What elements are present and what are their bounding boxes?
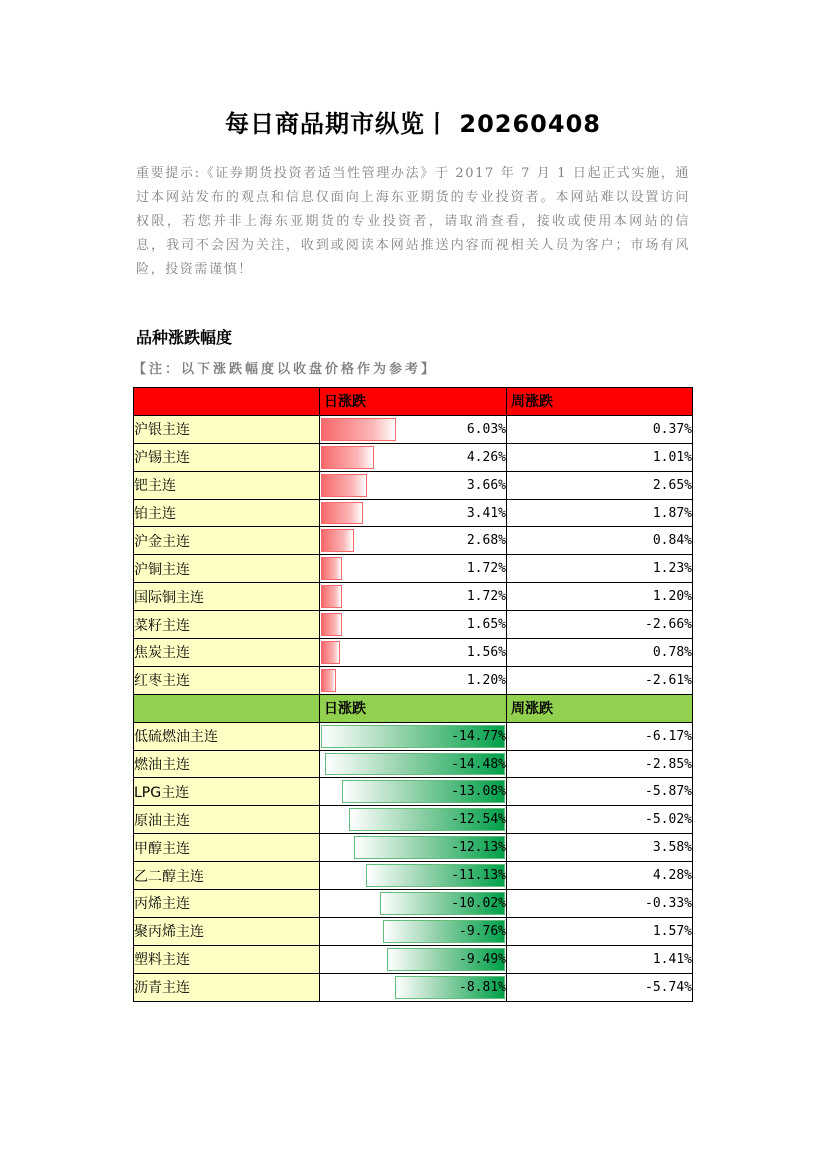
commodity-name: 国际铜主连 bbox=[134, 583, 320, 611]
table-row bbox=[134, 666, 693, 694]
daily-change-cell bbox=[320, 555, 507, 583]
weekly-change-value: 1.01% bbox=[507, 443, 693, 471]
daily-change-cell bbox=[320, 834, 507, 862]
daily-change-value: 1.65% bbox=[466, 617, 506, 633]
disclaimer-notice: 重要提示:《证券期货投资者适当性管理办法》于 2017 年 7 月 1 日起正式实施，通过本网站发布的观点和信息仅面向上海东亚期货的专业投资者。本网站难以设置访问权限，若您并非上海东亚期货的专业投资者，请取消查看，接收或使用本网站的信息，我司不会因为关注，收到或阅读本网站推送内容而视相关人员为客户；市场有风险，投资需谨慎！ bbox=[136, 166, 690, 277]
commodity-name: 聚丙烯主连 bbox=[134, 917, 320, 945]
daily-change-cell bbox=[320, 945, 507, 973]
table-row bbox=[134, 555, 693, 583]
gainers-header-row bbox=[134, 388, 693, 416]
commodity-name: 丙烯主连 bbox=[134, 890, 320, 918]
header-blank bbox=[134, 388, 320, 416]
daily-change-cell bbox=[320, 778, 507, 806]
commodity-name: 乙二醇主连 bbox=[134, 862, 320, 890]
table-row bbox=[134, 527, 693, 555]
daily-change-value: -14.77% bbox=[451, 728, 506, 744]
daily-change-bar bbox=[321, 669, 336, 692]
losers-header-row bbox=[134, 694, 693, 722]
header-weekly-label: 周涨跌 bbox=[511, 394, 553, 411]
daily-change-bar bbox=[321, 446, 374, 469]
daily-change-cell bbox=[320, 471, 507, 499]
commodity-name: 沪金主连 bbox=[134, 527, 320, 555]
daily-change-value: -13.08% bbox=[451, 784, 506, 800]
commodity-name: 原油主连 bbox=[134, 806, 320, 834]
header-daily bbox=[320, 694, 507, 722]
daily-change-value: 1.56% bbox=[466, 644, 506, 660]
weekly-change-value: -2.85% bbox=[507, 750, 693, 778]
daily-change-cell bbox=[320, 722, 507, 750]
daily-change-value: 3.41% bbox=[466, 505, 506, 521]
weekly-change-value: 1.23% bbox=[507, 555, 693, 583]
daily-change-cell bbox=[320, 917, 507, 945]
commodity-name: 沪铜主连 bbox=[134, 555, 320, 583]
daily-change-cell bbox=[320, 639, 507, 667]
commodity-name: 塑料主连 bbox=[134, 945, 320, 973]
weekly-change-value: -5.02% bbox=[507, 806, 693, 834]
table-note: 【注：以下涨跌幅度以收盘价格作为参考】 bbox=[133, 362, 438, 377]
section-title: 品种涨跌幅度 bbox=[136, 328, 233, 347]
header-blank bbox=[134, 694, 320, 722]
table-row bbox=[134, 750, 693, 778]
weekly-change-value: 1.57% bbox=[507, 917, 693, 945]
daily-change-bar bbox=[321, 557, 342, 580]
daily-change-cell bbox=[320, 443, 507, 471]
commodity-name: 焦炭主连 bbox=[134, 639, 320, 667]
daily-change-cell bbox=[320, 666, 507, 694]
table-row bbox=[134, 778, 693, 806]
weekly-change-value: 0.84% bbox=[507, 527, 693, 555]
header-daily-label: 日涨跌 bbox=[324, 701, 366, 718]
table-row bbox=[134, 806, 693, 834]
daily-change-value: -9.76% bbox=[459, 923, 506, 939]
table-row bbox=[134, 639, 693, 667]
daily-change-bar bbox=[321, 585, 342, 608]
header-weekly bbox=[507, 388, 693, 416]
table-row bbox=[134, 973, 693, 1001]
daily-change-value: 1.20% bbox=[466, 672, 506, 688]
table-row bbox=[134, 471, 693, 499]
table-row bbox=[134, 890, 693, 918]
daily-change-cell bbox=[320, 890, 507, 918]
price-change-table-body bbox=[134, 388, 693, 1002]
header-daily-label: 日涨跌 bbox=[324, 394, 366, 411]
table-row bbox=[134, 862, 693, 890]
commodity-name: 沥青主连 bbox=[134, 973, 320, 1001]
daily-change-bar bbox=[321, 474, 367, 497]
daily-change-value: 3.66% bbox=[466, 477, 506, 493]
table-row bbox=[134, 583, 693, 611]
table-row bbox=[134, 499, 693, 527]
table-row bbox=[134, 917, 693, 945]
commodity-name: 燃油主连 bbox=[134, 750, 320, 778]
header-weekly bbox=[507, 694, 693, 722]
daily-change-value: -14.48% bbox=[451, 756, 506, 772]
table-row bbox=[134, 945, 693, 973]
daily-change-cell bbox=[320, 583, 507, 611]
daily-change-value: 6.03% bbox=[466, 421, 506, 437]
daily-change-value: -12.54% bbox=[451, 812, 506, 828]
commodity-name: 铂主连 bbox=[134, 499, 320, 527]
daily-change-value: -10.02% bbox=[451, 895, 506, 911]
header-weekly-label: 周涨跌 bbox=[511, 701, 553, 718]
table-row bbox=[134, 722, 693, 750]
weekly-change-value: -5.87% bbox=[507, 778, 693, 806]
weekly-change-value: -0.33% bbox=[507, 890, 693, 918]
daily-change-value: -11.13% bbox=[451, 868, 506, 884]
daily-change-bar bbox=[321, 613, 342, 636]
table-row bbox=[134, 415, 693, 443]
daily-change-value: 1.72% bbox=[466, 561, 506, 577]
weekly-change-value: -6.17% bbox=[507, 722, 693, 750]
daily-change-cell bbox=[320, 973, 507, 1001]
daily-change-cell bbox=[320, 415, 507, 443]
daily-change-value: 1.72% bbox=[466, 589, 506, 605]
daily-change-value: 2.68% bbox=[466, 533, 506, 549]
weekly-change-value: -2.61% bbox=[507, 666, 693, 694]
daily-change-value: -12.13% bbox=[451, 840, 506, 856]
daily-change-cell bbox=[320, 750, 507, 778]
commodity-name: 沪银主连 bbox=[134, 415, 320, 443]
table-row bbox=[134, 611, 693, 639]
weekly-change-value: 3.58% bbox=[507, 834, 693, 862]
daily-change-value: 4.26% bbox=[466, 449, 506, 465]
commodity-name: 甲醇主连 bbox=[134, 834, 320, 862]
weekly-change-value: -5.74% bbox=[507, 973, 693, 1001]
commodity-name: 菜籽主连 bbox=[134, 611, 320, 639]
daily-change-value: -9.49% bbox=[459, 951, 506, 967]
daily-change-bar bbox=[321, 529, 354, 552]
daily-change-value: -8.81% bbox=[459, 979, 506, 995]
price-change-table bbox=[133, 387, 693, 1002]
commodity-name: 低硫燃油主连 bbox=[134, 722, 320, 750]
commodity-name: 沪锡主连 bbox=[134, 443, 320, 471]
daily-change-cell bbox=[320, 499, 507, 527]
weekly-change-value: 1.87% bbox=[507, 499, 693, 527]
weekly-change-value: 0.37% bbox=[507, 415, 693, 443]
weekly-change-value: -2.66% bbox=[507, 611, 693, 639]
weekly-change-value: 1.41% bbox=[507, 945, 693, 973]
commodity-name: LPG主连 bbox=[134, 778, 320, 806]
daily-change-cell bbox=[320, 806, 507, 834]
header-daily bbox=[320, 388, 507, 416]
commodity-name: 钯主连 bbox=[134, 471, 320, 499]
table-row bbox=[134, 443, 693, 471]
daily-change-cell bbox=[320, 611, 507, 639]
weekly-change-value: 0.78% bbox=[507, 639, 693, 667]
daily-change-cell bbox=[320, 527, 507, 555]
daily-change-cell bbox=[320, 862, 507, 890]
table-row bbox=[134, 834, 693, 862]
page-title: 每日商品期市纵览丨 20260408 bbox=[225, 110, 601, 138]
weekly-change-value: 2.65% bbox=[507, 471, 693, 499]
daily-change-bar bbox=[321, 502, 363, 525]
daily-change-bar bbox=[321, 418, 396, 441]
weekly-change-value: 4.28% bbox=[507, 862, 693, 890]
daily-change-bar bbox=[321, 641, 340, 664]
commodity-name: 红枣主连 bbox=[134, 666, 320, 694]
weekly-change-value: 1.20% bbox=[507, 583, 693, 611]
